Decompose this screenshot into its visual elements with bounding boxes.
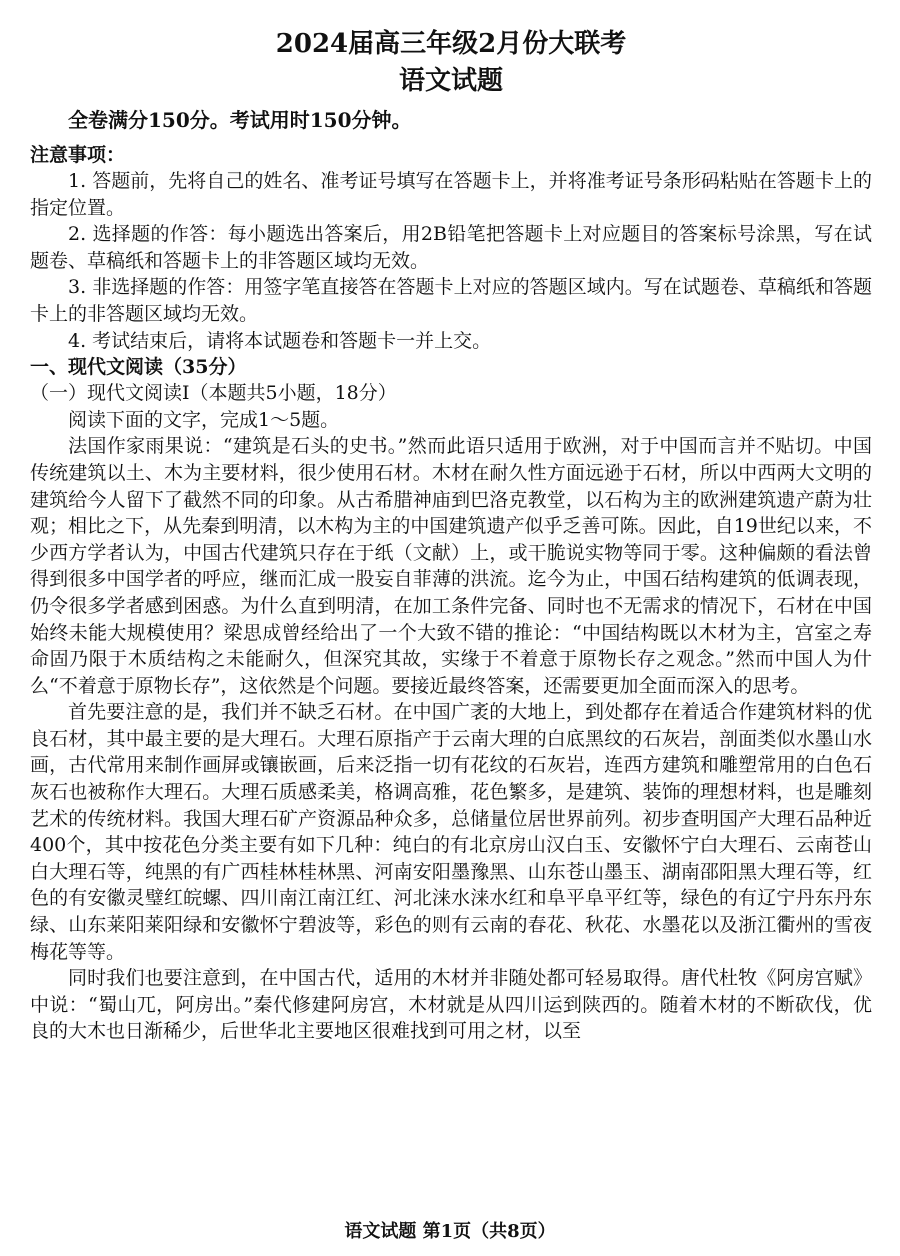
note-item: 1. 答题前，先将自己的姓名、准考证号填写在答题卡上，并将准考证号条形码粘贴在答题卡上的指定位置。 [30,170,872,219]
passage-paragraph: 同时我们也要注意到，在中国古代，适用的木材并非随处都可轻易取得。唐代杜牧《阿房宫赋》中说：“蜀山兀，阿房出。”秦代修建阿房宫，木材就是从四川运到陕西的。随着木材的不断砍伐，优良的大木也日渐稀少，后世华北主要地区很难找到可用之材，以至 [30,967,872,1043]
reading-instruction: 阅读下面的文字，完成1～5题。 [68,408,340,431]
exam-title: 2024届高三年级2月份大联考 [275,29,627,59]
subject-title: 语文试题 [398,66,503,96]
note-item: 3. 非选择题的作答：用签字笔直接答在答题卡上对应的答题区域内。写在试题卷、草稿纸和答题卡上的非答题区域均无效。 [30,276,872,325]
passage-paragraph: 法国作家雨果说：“建筑是石头的史书。”然而此语只适用于欧洲，对于中国而言并不贴切。中国传统建筑以土、木为主要材料，很少使用石材。木材在耐久性方面远逊于石材，所以中西两大文明的建筑给今人留下了截然不同的印象。从古希腊神庙到巴洛克教堂，以石构为主的欧洲建筑遗产蔚为壮观；相比之下，从先秦到明清，以木构为主的中国建筑遗产似乎乏善可陈。因此，自19世纪以来，不少西方学者认为，中国古代建筑只存在于纸（文献）上，或干脆说实物等同于零。这种偏颇的看法曾得到很多中国学者的呼应，继而汇成一股妄自菲薄的洪流。迄今为止，中国石结构建筑的低调表现，仍令很多学者感到困惑。为什么直到明清，在加工条件完备、同时也不无需求的情况下，石材在中国始终未能大规模使用？梁思成曾经给出了一个大致不错的推论：“中国结构既以木材为主，宫室之寿命固乃限于木质结构之未能耐久，但深究其故，实缘于不着意于原物长存之观念。”然而中国人为什么“不着意于原物长存”，这依然是个问题。要接近最终答案，还需要更加全面而深入的思考。 [30,435,872,697]
note-item: 4. 考试结束后，请将本试题卷和答题卡一并上交。 [68,329,492,352]
section-heading: 一、现代文阅读（35分） [30,356,247,379]
page-footer: 语文试题 第1页（共8页） [344,1221,556,1242]
note-item: 2. 选择题的作答：每小题选出答案后，用2B铅笔把答题卡上对应题目的答案标号涂黑，写在试题卷、草稿纸和答题卡上的非答题区域均无效。 [30,223,872,272]
exam-info: 全卷满分150分。考试用时150分钟。 [68,108,412,132]
section-subheading: （一）现代文阅读Ⅰ（本题共5小题，18分） [30,382,397,405]
passage-paragraph: 首先要注意的是，我们并不缺乏石材。在中国广袤的大地上，到处都存在着适合作建筑材料的优良石材，其中最主要的是大理石。大理石原指产于云南大理的白底黑纹的石灰岩，剖面类似水墨山水画，古代常用来制作画屏或镶嵌画，后来泛指一切有花纹的石灰岩，连西方建筑和雕塑常用的白色石灰石也被称作大理石。大理石质感柔美，格调高雅，花色繁多，是建筑、装饰的理想材料，也是雕刻艺术的传统材料。我国大理石矿产资源品种众多，总储量位居世界前列。初步查明国产大理石品种近400个，其中按花色分类主要有如下几种：纯白的有北京房山汉白玉、安徽怀宁白大理石、云南苍山白大理石等，纯黑的有广西桂林桂林黑、河南安阳墨豫黑、山东苍山墨玉、湖南邵阳黑大理石等，红色的有安徽灵璧红皖螺、四川南江南江红、河北涞水涞水红和阜平阜平红等，绿色的有辽宁丹东丹东绿、山东莱阳莱阳绿和安徽怀宁碧波等，彩色的则有云南的春花、秋花、水墨花以及浙江衢州的雪夜梅花等等。 [30,701,872,963]
notes-heading: 注意事项： [30,144,126,166]
